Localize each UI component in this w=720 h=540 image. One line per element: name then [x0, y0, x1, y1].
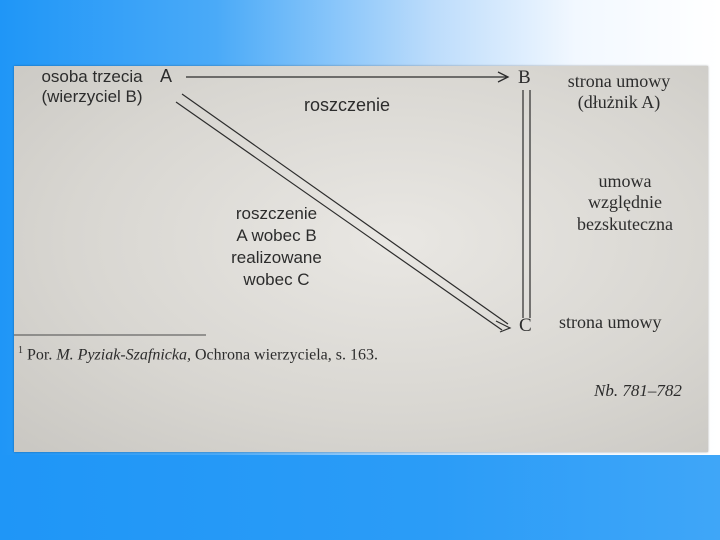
footnote-author: M. Pyziak-Szafnicka,	[56, 346, 191, 364]
edge-ac-label-line1: roszczenie	[235, 204, 318, 223]
edge-ac-label-line3: realizowane	[231, 248, 322, 267]
footnote-prefix: Por.	[27, 346, 53, 364]
margin-reference: Nb. 781–782	[594, 381, 682, 400]
edge-ac-label-line2: A wobec B	[236, 226, 317, 245]
edge-bc-label-line3: bezskuteczna	[577, 214, 673, 234]
edge-ac-label-line4: wobec C	[243, 270, 310, 289]
background-band	[0, 455, 720, 540]
edge-bc-label-line1: umowa	[598, 171, 652, 191]
node-b-role-line1: strona umowy	[567, 71, 671, 91]
node-c-role: strona umowy	[559, 312, 662, 332]
footnote-title: Ochrona wierzyciela, s. 163.	[194, 346, 379, 364]
edge-bc-label-line2: względnie	[588, 192, 662, 212]
footnote-marker: 1	[18, 345, 23, 356]
node-b-letter: B	[518, 67, 531, 88]
node-a-letter: A	[160, 66, 173, 86]
arrowhead-c	[496, 321, 510, 332]
node-b-role-line2: (dłużnik A)	[577, 92, 661, 112]
node-c-letter: C	[519, 315, 532, 336]
node-a-role-line1: osoba trzecia	[41, 67, 143, 86]
book-page-photo	[14, 66, 708, 452]
edge-ab-label: roszczenie	[304, 95, 391, 115]
node-a-role-line2: (wierzyciel B)	[41, 87, 143, 106]
footnote	[18, 346, 378, 364]
